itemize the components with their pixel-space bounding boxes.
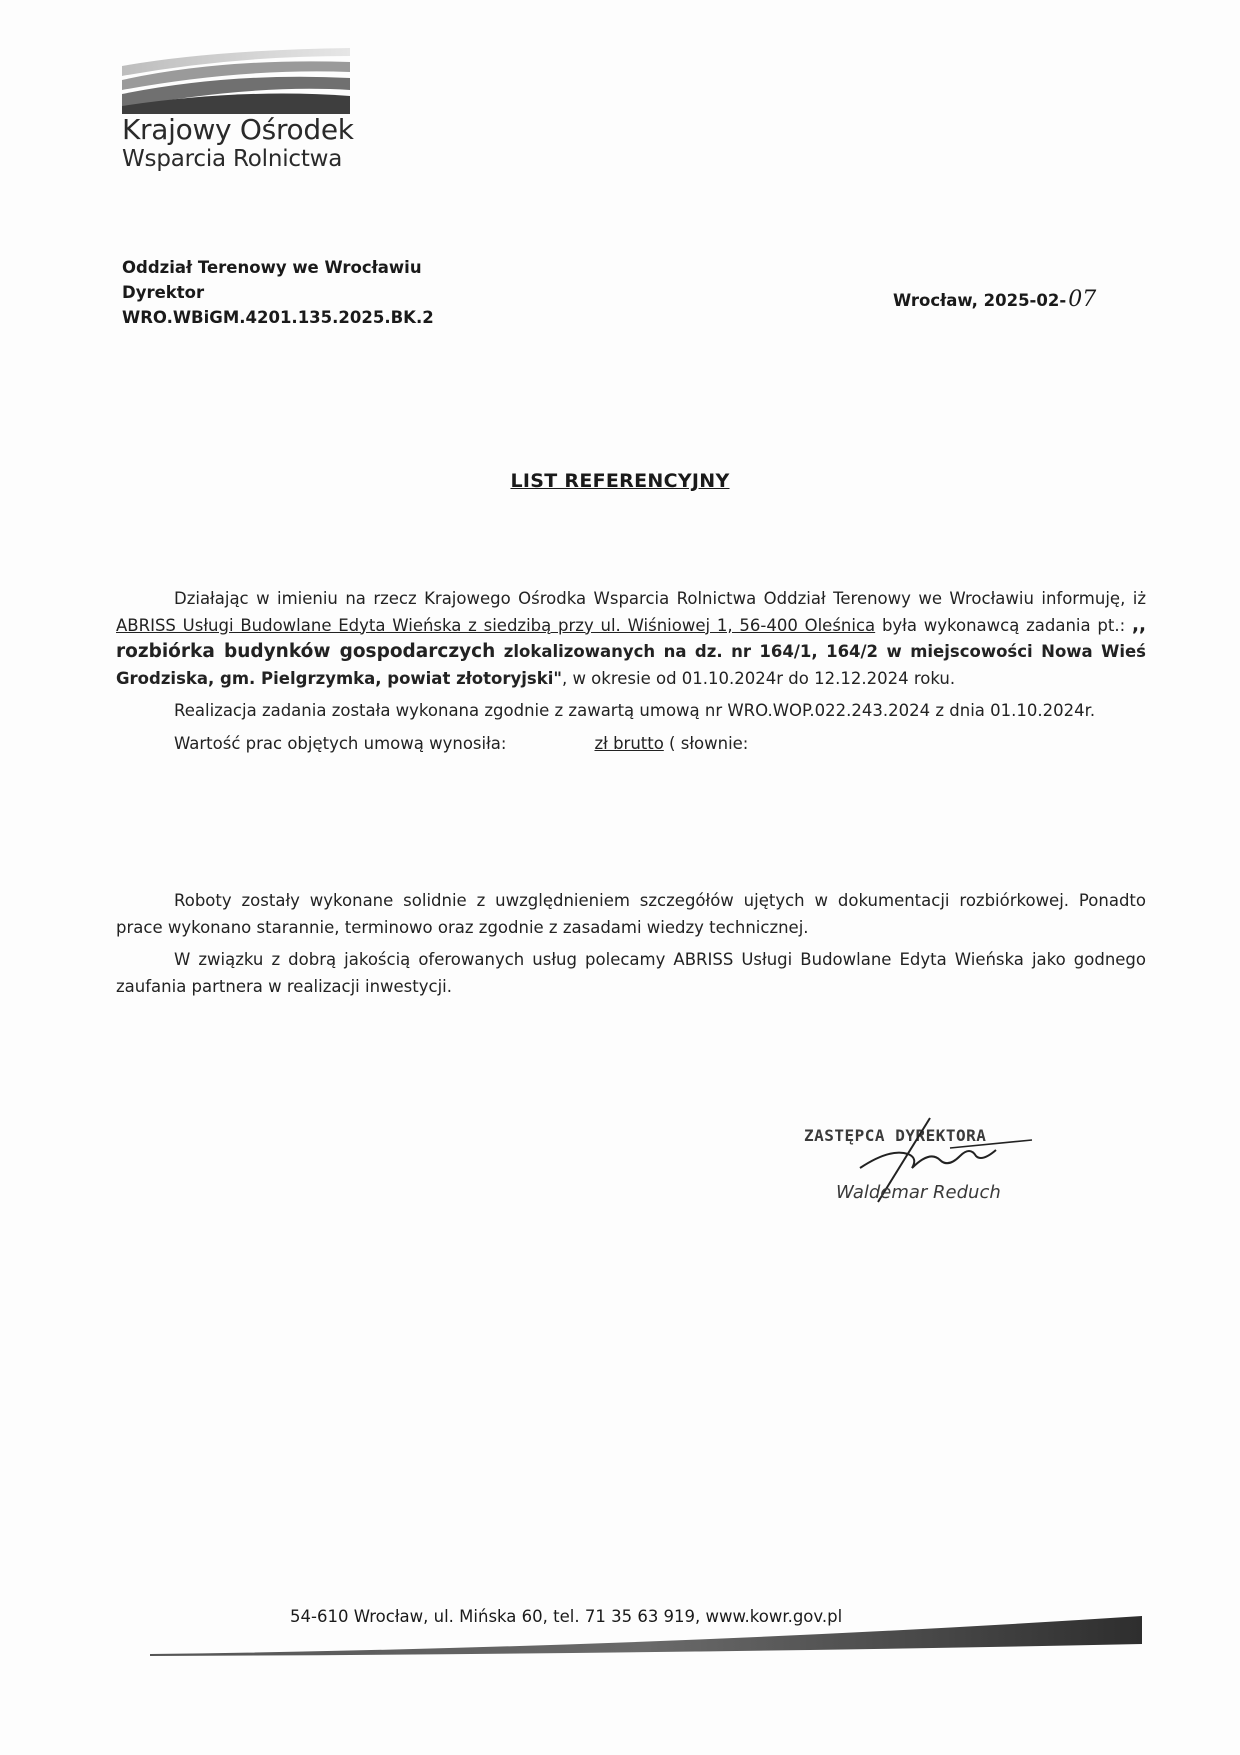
body-section-1 [116,586,1146,757]
signature-block [800,1110,1040,1210]
document-date [893,287,1096,312]
document-title: LIST REFERENCYJNY [510,470,730,492]
task-name-lead: ,, rozbiórka budynków gospodarczych [116,614,1146,662]
date-printed: Wrocław, 2025-02- [893,291,1067,310]
sender-unit: Oddział Terenowy we Wrocławiu [122,258,422,277]
footer-address: 54-610 Wrocław, ul. Mińska 60, tel. 71 35 63 919, www.kowr.gov.pl [290,1607,843,1626]
sender-position: Dyrektor [122,283,205,302]
kowr-logo-text [122,114,362,173]
signatory-name: Waldemar Reduch [836,1182,1001,1203]
paragraph-4: Roboty zostały wykonane solidnie z uwzględnieniem szczegółów ujętych w dokumentacji rozbiórkowej. Ponadto prace wykonano starannie, terminowo oraz zgodnie z zasadami wiedzy technicznej. [116,891,1146,937]
paragraph-1-mid: była wykonawcą zadania pt.: [875,615,1132,635]
task-name-rest: zlokalizowanych na dz. nr 164/1, 164/2 w miejscowości Nowa Wieś Grodziska, gm. Pielgrzymka, powiat złotoryjski" [116,642,1146,688]
value-unit: zł brutto [594,733,664,753]
signatory-role-stamp: ZASTĘPCA DYREKTORA [804,1126,987,1145]
logo-line-2: Wsparcia Rolnictwa [122,146,343,173]
contractor-underlined: ABRISS Usługi Budowlane Edyta Wieńska z siedzibą przy ul. Wiśniowej 1, 56-400 Oleśnica [116,615,876,635]
paragraph-5: W związku z dobrą jakością oferowanych usług polecamy ABRISS Usługi Budowlane Edyta Wieńska jako godnego zaufania partnera w realizacji inwestycji. [116,950,1146,996]
paragraph-1-period: , w okresie od 01.10.2024r do 12.12.2024 roku. [561,668,956,688]
kowr-wave-logo-icon [122,44,350,114]
reference-number: WRO.WBiGM.4201.135.2025.BK.2 [122,308,434,327]
date-handwritten-day: 07 [1068,287,1097,312]
value-label: Wartość prac objętych umową wynosiła: [174,733,507,753]
sender-block [122,255,434,330]
body-section-2 [116,888,1146,1000]
kowr-logo [122,44,362,173]
value-in-words: ( słownie: [663,733,749,753]
paragraph-1-intro: Działając w imieniu na rzecz Krajowego Ośrodka Wsparcia Rolnictwa Oddział Terenowy we Wrocławiu informuję, iż [174,589,1146,608]
paragraph-2: Realizacja zadania została wykonana zgodnie z zawartą umową nr WRO.WOP.022.243.2024 z dnia 01.10.2024r. [174,701,1096,720]
logo-line-1: Krajowy Ośrodek [122,113,354,146]
paragraph-1 [116,586,1146,692]
paragraph-3 [116,731,1146,758]
